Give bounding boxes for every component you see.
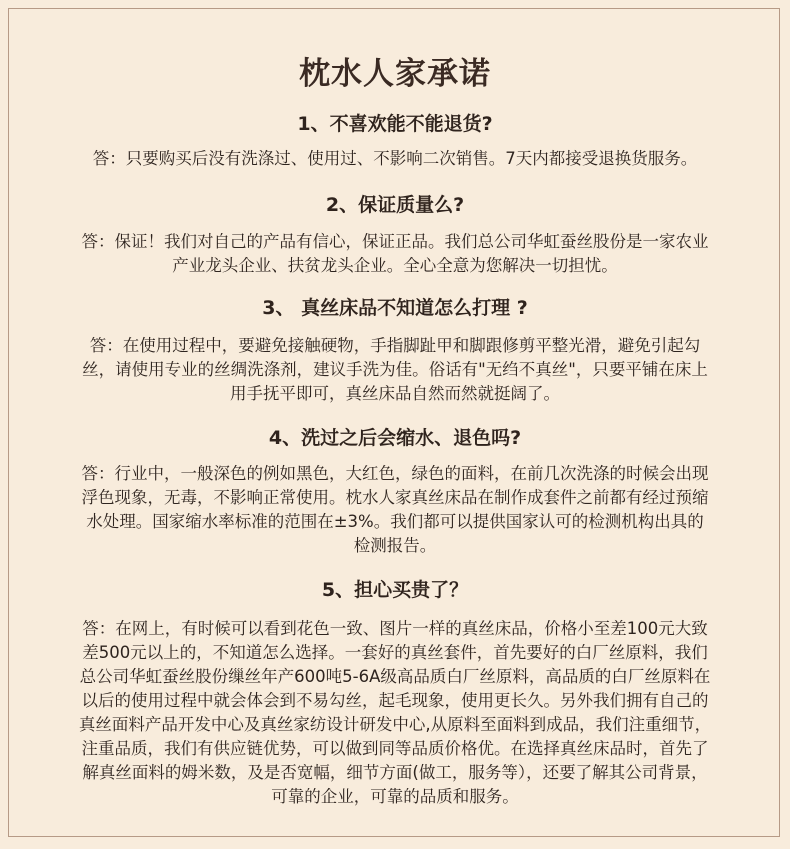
faq-answer-2	[0, 230, 790, 278]
answer-line: 用手抚平即可，真丝床品自然而然就挺阔了。	[230, 384, 560, 403]
faq-question-1: 1、不喜欢能不能退货?	[297, 113, 493, 135]
faq-answer-1	[0, 147, 790, 171]
faq-answer-4	[0, 462, 790, 558]
answer-line: 丝，请使用专业的丝绸洗涤剂，建议手洗为佳。俗话有"无绉不真丝"，只要平铺在床上	[82, 360, 708, 379]
answer-line: 产业龙头企业、扶贫龙头企业。全心全意为您解决一切担忧。	[172, 256, 618, 275]
answer-line: 真丝面料产品开发中心及真丝家纺设计研发中心,从原料至面料到成品，我们注重细节，	[78, 715, 712, 734]
page-title: 枕水人家承诺	[299, 56, 491, 92]
faq-question-3: 3、 真丝床品不知道怎么打理 ?	[262, 297, 528, 319]
answer-line: 答：只要购买后没有洗涤过、使用过、不影响二次销售。7天内都接受退换货服务。	[92, 149, 698, 168]
answer-line: 差500元以上的，不知道怎么选择。一套好的真丝套件，首先要好的白厂丝原料，我们	[82, 643, 708, 662]
answer-line: 答：在网上，有时候可以看到花色一致、图片一样的真丝床品，价格小至差100元大致	[82, 619, 708, 638]
answer-line: 答：行业中，一般深色的例如黑色，大红色，绿色的面料，在前几次洗涤的时候会出现	[81, 464, 709, 483]
answer-line: 总公司华虹蚕丝股份缫丝年产600吨5-6A级高品质白厂丝原料，高品质的白厂丝原料在	[79, 667, 711, 686]
answer-line: 答：在使用过程中，要避免接触硬物，手指脚趾甲和脚跟修剪平整光滑，避免引起勾	[89, 336, 701, 355]
answer-line: 答：保证！我们对自己的产品有信心，保证正品。我们总公司华虹蚕丝股份是一家农业	[81, 232, 709, 251]
answer-line: 可靠的企业，可靠的品质和服务。	[271, 787, 519, 806]
faq-question-2: 2、保证质量么?	[325, 194, 465, 216]
answer-line: 浮色现象，无毒，不影响正常使用。枕水人家真丝床品在制作成套件之前都有经过预缩	[81, 488, 709, 507]
answer-line: 检测报告。	[353, 536, 437, 555]
answer-line: 解真丝面料的姆米数，及是否宽幅，细节方面(做工，服务等），还要了解其公司背景，	[82, 763, 708, 782]
faq-question-5: 5、担心买贵了？	[321, 579, 469, 601]
answer-line: 以后的使用过程中就会体会到不易勾丝，起毛现象，使用更长久。另外我们拥有自己的	[81, 691, 709, 710]
answer-line: 水处理。国家缩水率标准的范围在±3%。我们都可以提供国家认可的检测机构出具的	[86, 512, 704, 531]
answer-line: 注重品质，我们有供应链优势，可以做到同等品质价格优。在选择真丝床品时，首先了	[81, 739, 709, 758]
faq-answer-5	[0, 617, 790, 809]
faq-question-4: 4、洗过之后会缩水、退色吗?	[268, 427, 522, 449]
faq-answer-3	[0, 334, 790, 406]
